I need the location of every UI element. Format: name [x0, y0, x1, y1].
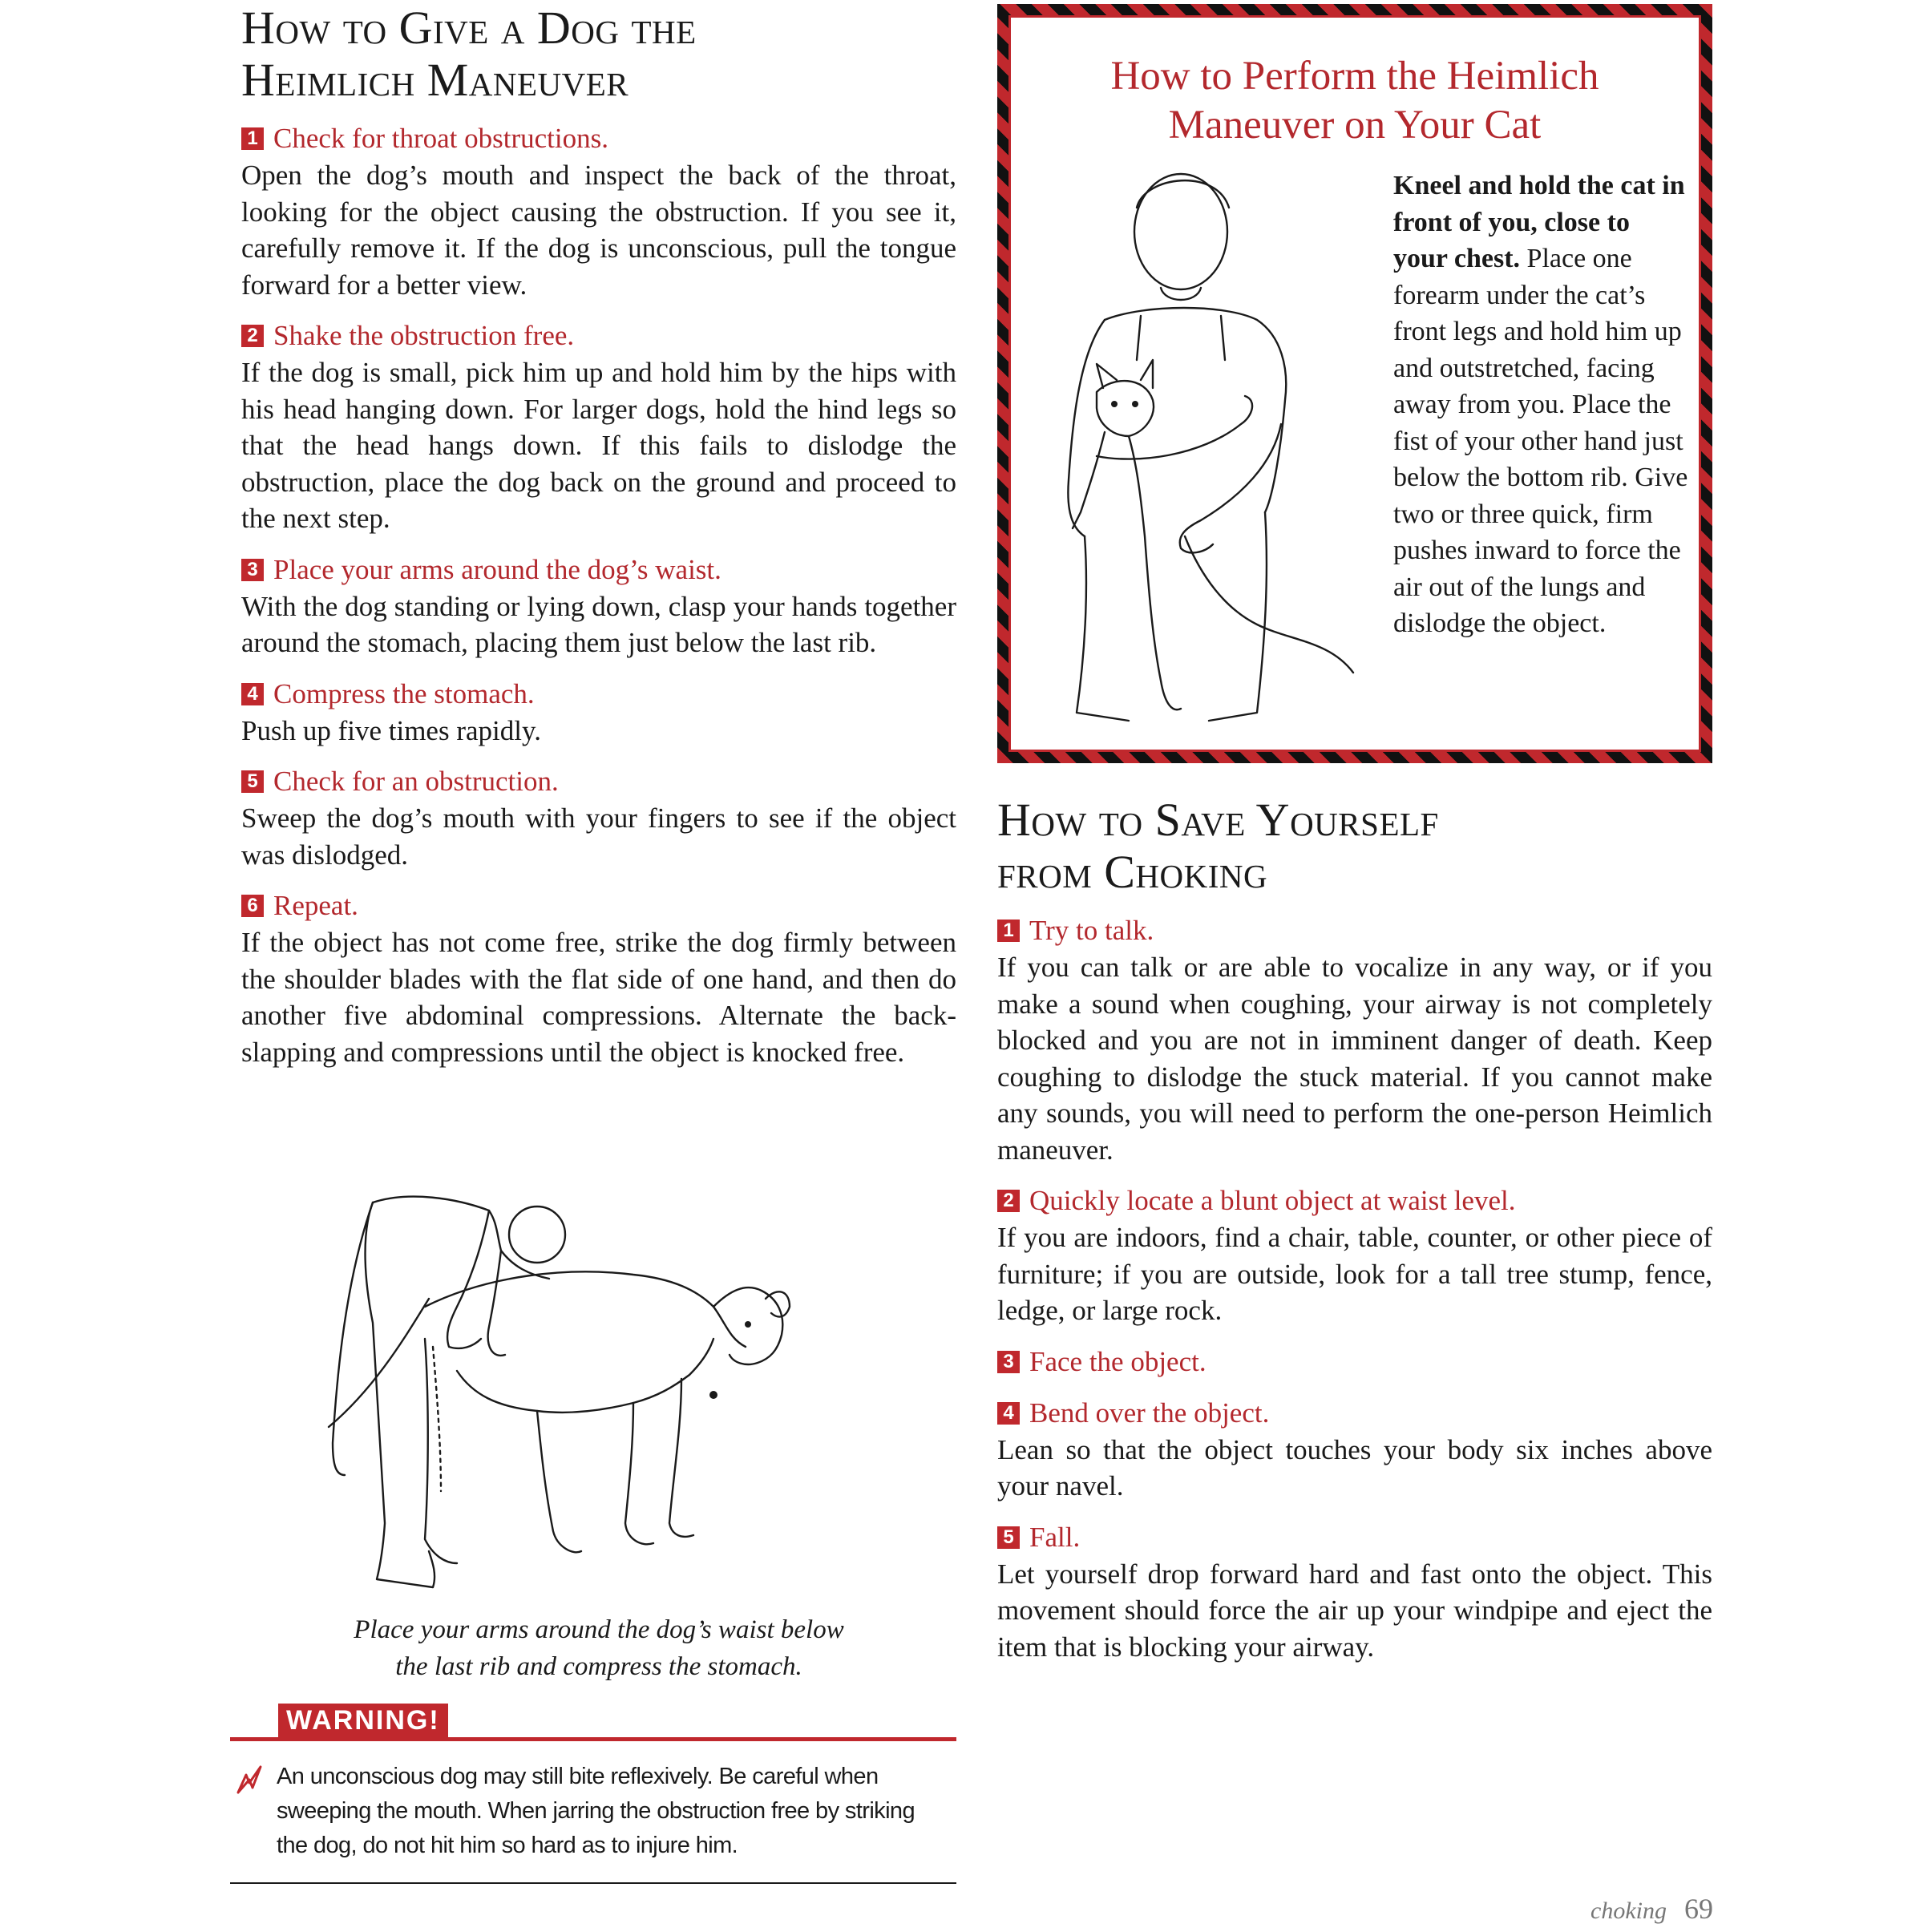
step-heading: Face the object.	[1029, 1345, 1206, 1377]
step-body: With the dog standing or lying down, clasp your hands together around the stomach, placing them just below the last rib.	[241, 590, 956, 658]
warning-label: WARNING!	[278, 1704, 448, 1737]
cat-instructions-text: Place one forearm under the cat’s front legs and hold him up and outstretched, facing away from you. Place the fist of your other hand just below the bottom rib. Give two or three quick, firm pushes inward to force the air out of the lungs and dislodge the object.	[1393, 244, 1688, 638]
page-number: 69	[1684, 1893, 1713, 1925]
step-body: If you can talk or are able to vocalize in any way, or if you make a sound when coughing, your airway is not completely blocked and you are not in imminent danger of death. Keep coughing to dislodge the stuck material. If you cannot make any sounds, you will need to perform the one-person Heimlich maneuver.	[997, 952, 1712, 1166]
self-step-4	[997, 1395, 1712, 1505]
step-number-badge: 2	[241, 325, 264, 347]
step-heading: Bend over the object.	[1029, 1396, 1270, 1429]
running-section-name: choking	[1590, 1898, 1667, 1924]
step-body: Lean so that the object touches your body six inches above your navel.	[997, 1433, 1712, 1502]
left-column	[241, 0, 956, 1070]
step-body: Push up five times rapidly.	[241, 714, 541, 746]
step-heading: Quickly locate a blunt object at waist level.	[1029, 1185, 1516, 1216]
step-heading: Shake the obstruction free.	[273, 320, 575, 351]
step-number-badge: 5	[997, 1526, 1020, 1549]
step-heading: Try to talk.	[1029, 915, 1154, 946]
step-body: If the object has not come free, strike the dog firmly between the shoulder blades with the flat side of one hand, and then do another five abdominal compressions. Alternate the back-slapping and compressions until the object is knocked free.	[241, 927, 956, 1068]
dog-title-line1: How to Give a Dog the	[241, 2, 697, 54]
cat-title-line1: How to Perform the Heimlich	[1110, 54, 1599, 99]
dog-figure-caption	[241, 1611, 956, 1685]
choking-section-title	[997, 794, 1712, 898]
cat-box-title	[1008, 52, 1701, 150]
self-step-1	[997, 912, 1712, 1168]
step-heading: Fall.	[1029, 1521, 1081, 1553]
dog-heimlich-illustration	[297, 1186, 858, 1603]
step-heading: Place your arms around the dog’s waist.	[273, 553, 721, 585]
cat-instructions-bold: Kneel and hold the cat in front of you, close to your chest.	[1393, 171, 1685, 273]
cat-instructions	[1393, 168, 1690, 642]
self-step-3	[997, 1344, 1712, 1380]
step-number-badge: 4	[997, 1402, 1020, 1425]
step-heading: Repeat.	[273, 890, 358, 921]
page-footer	[1590, 1892, 1713, 1926]
warning-box	[230, 1700, 956, 1884]
step-heading: Check for throat obstructions.	[273, 123, 608, 154]
cat-heimlich-illustration	[1041, 160, 1393, 745]
step-body: If the dog is small, pick him up and hold him by the hips with his head hanging down. For larger dogs, hold the hind legs so that the head hangs down. If this fails to dislodge the obstruction, place the dog back on the ground and proceed to the next step.	[241, 357, 956, 534]
step-body: Sweep the dog’s mouth with your fingers to see if the object was dislodged.	[241, 802, 956, 871]
step-body: If you are indoors, find a chair, table, counter, or other piece of furniture; if you are outside, look for a tall tree stump, fence, ledge, or large rock.	[997, 1222, 1712, 1326]
step-number-badge: 1	[241, 127, 264, 150]
step-number-badge: 4	[241, 683, 264, 705]
step-number-badge: 1	[997, 920, 1020, 942]
step-number-badge: 3	[997, 1351, 1020, 1373]
step-number-badge: 5	[241, 770, 264, 793]
cat-title-line2: Maneuver on Your Cat	[1168, 103, 1542, 148]
self-step-5	[997, 1519, 1712, 1666]
right-column	[997, 794, 1712, 1665]
caption-line1: Place your arms around the dog’s waist below	[354, 1615, 844, 1644]
step-heading: Check for an obstruction.	[273, 766, 559, 797]
dog-step-5	[241, 763, 956, 873]
warning-rule	[230, 1737, 956, 1741]
step-body: Let yourself drop forward hard and fast onto the object. This movement should force the air up your windpipe and eject the item that is blocking your airway.	[997, 1558, 1712, 1663]
step-number-badge: 6	[241, 895, 264, 917]
step-number-badge: 2	[997, 1190, 1020, 1212]
dog-section-title	[241, 2, 956, 106]
dog-step-3	[241, 552, 956, 661]
dog-step-4	[241, 676, 956, 750]
step-heading: Compress the stomach.	[273, 677, 535, 709]
step-body: Open the dog’s mouth and inspect the back of the throat, looking for the object causing the obstruction. If you see it, carefully remove it. If the dog is unconscious, pull the tongue forward for a better view.	[241, 160, 956, 301]
step-number-badge: 3	[241, 559, 264, 581]
cat-heimlich-box	[997, 4, 1712, 763]
dog-title-line2: Heimlich Maneuver	[241, 54, 629, 106]
choking-title-line1: How to Save Yourself	[997, 794, 1439, 846]
dog-step-6	[241, 887, 956, 1070]
warning-bottom-rule	[230, 1882, 956, 1884]
choking-title-line2: from Choking	[997, 846, 1268, 898]
self-step-2	[997, 1182, 1712, 1329]
caption-line2: the last rib and compress the stomach.	[395, 1652, 802, 1681]
dog-step-1	[241, 120, 956, 303]
dog-step-2	[241, 317, 956, 537]
warning-text: An unconscious dog may still bite reflexively. Be careful when sweeping the mouth. When jarring the obstruction free by striking the dog, do not hit him so hard as to injure him.	[277, 1764, 915, 1858]
warning-bolt-icon	[233, 1764, 265, 1796]
